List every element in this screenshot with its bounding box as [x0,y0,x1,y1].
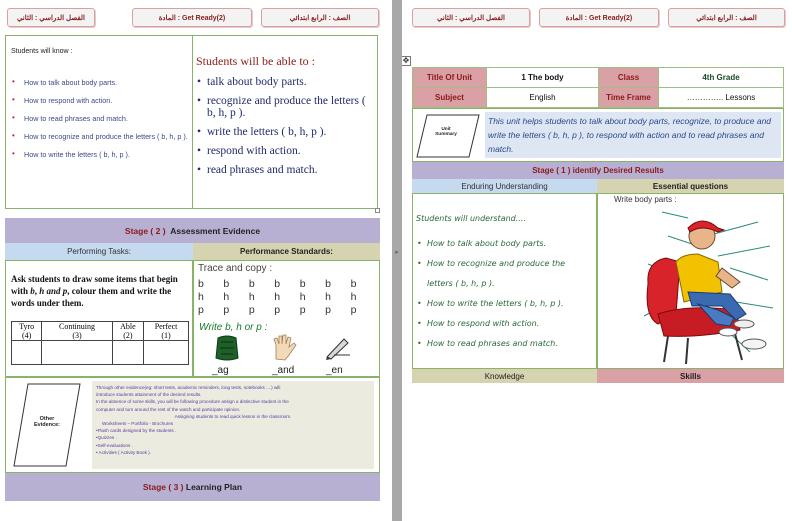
list-item: • How to respond with action. [417,319,540,328]
grade-badge [261,8,379,27]
stage3-num: Stage ( 3 ) [142,482,184,492]
grade-text: الصف : الرابع ابتدائي [289,14,351,22]
trace-title: Trace and copy : [198,263,273,274]
class-value: 4th Grade [659,68,784,88]
grade-badge [668,8,785,27]
unit-summary-label: Unit Summary [435,127,457,137]
write-body-parts-title: Write body parts : [614,195,677,204]
list-item: • recognize and produce the letters ( b, h, p ). [197,95,366,119]
term-badge [412,8,530,27]
move-handle-icon[interactable]: ✥ [402,56,410,65]
info-row [413,88,784,108]
term-badge [7,8,95,27]
trace-grid: b b b b b b b h h h h h h h p p p p p p p [198,278,357,316]
list-item: • How to read phrases and match. [417,339,558,348]
understand-title: Students will understand.... [416,214,526,223]
list-item: • How to read phrases and match. [12,113,128,123]
class-label: Class [599,68,659,88]
title-of-unit-label: Title Of Unit [413,68,487,88]
rubric-table [11,321,189,365]
essential-header: Essential questions [597,179,784,193]
objectives-divider [192,36,193,208]
grade-text: الصف : الرابع ابتدائي [696,14,757,22]
list-item: • talk about body parts. [197,76,307,88]
other-evidence-label: Other Evidence: [34,416,60,428]
divider-handle-icon: ▸ [395,249,399,256]
other-evidence-box [5,377,380,473]
list-item: • How to recognize and produce the letters ( b, h, p ). [12,131,188,141]
skills-header: Skills [597,369,784,383]
subject-text: المادة : Get Ready(2) [158,14,226,22]
task-cell [5,260,193,377]
list-item: • read phrases and match. [197,164,318,176]
term-text: الفصل الدراسي : الثاني [16,14,86,22]
resize-handle[interactable] [375,208,380,213]
pen-icon [324,335,352,361]
write-title: Write b, h or p : [199,322,268,333]
objectives-box [5,35,378,209]
list-item: • write the letters ( b, h, p ). [197,126,327,138]
stage1-bar: Stage ( 1 ) identify Desired Results [412,162,784,179]
term-text: الفصل الدراسي : الثاني [436,14,506,22]
stage3-title: Learning Plan [185,482,243,492]
left-page [0,0,392,521]
stage2-bar [5,218,380,243]
stage2-title: Assessment Evidence [170,225,261,236]
body-parts-cell [597,193,784,369]
rubric-col: Able (2) [112,322,143,341]
list-item: • How to respond with action. [12,95,113,105]
know-list [12,78,188,168]
performance-standards-header: Performance Standards: [193,243,380,260]
subject-text: المادة : Get Ready(2) [565,14,633,22]
know-title: Students will know : [11,48,73,55]
title-of-unit-value: 1 The body [487,68,599,88]
able-list [197,76,375,183]
time-frame-value: ………….. Lessons [659,88,784,108]
rubric-header-row [12,322,189,341]
unit-summary-box [412,108,784,162]
blank-en: _en [326,365,343,376]
rubric-col: Tyro (4) [12,322,42,341]
enduring-header: Enduring Understanding [412,179,597,193]
list-item: • How to write the letters ( b, h, p ). [12,149,130,159]
time-frame-label: Time Frame [599,88,659,108]
unit-info-table [412,67,784,108]
list-item: • How to talk about body parts. [417,239,547,248]
task-text: Ask students to draw some items that begin with b, h and p, colour them and write the words under them. [11,274,178,308]
info-row [413,68,784,88]
hand-icon [270,333,298,361]
rubric-empty-row [12,341,189,365]
right-page [402,0,792,521]
other-evidence-text: Through other evidence(eg: short tests, academic reminders, long tests, notebooks ....) will introduce students attainment of the desired results. In the absence of some skills, you will be following procedure assign a distinctive student in the computer and turn around the rest of the watch and participate opinion. Assigning students to read quick lesson in the classroom. Worksheets – Portfolio - Brochures •Flash cards designed by the students . •Quizzes . •Self-evaluations . • Activities ( Activity Book ). [92,381,374,469]
subject-value: English [487,88,599,108]
page-divider [392,0,402,521]
list-item: • respond with action. [197,145,301,157]
blank-ag: _ag [212,365,229,376]
boy-in-chair-illustration [618,206,780,366]
bag-icon [212,334,242,362]
stage3-bar [5,473,380,501]
understand-list [417,234,593,354]
blank-and: _and [272,365,295,376]
knowledge-header: Knowledge [412,369,597,383]
stage2-num: Stage ( 2 ) [124,225,166,236]
rubric-col: Perfect (1) [144,322,189,341]
list-item: • How to recognize and produce the letters ( b, h, p ). [417,259,566,288]
list-item: • How to talk about body parts. [12,77,118,87]
understand-cell [412,193,597,369]
performing-tasks-header: Performing Tasks: [5,243,193,260]
list-item: • How to write the letters ( b, h, p ). [417,299,564,308]
unit-summary-text: This unit helps students to talk about body parts, recognize, to produce and write the letters ( b, h, p ), to respond with action and to read phrases and match. [485,112,781,158]
subject-badge [539,8,659,27]
standards-cell [193,260,380,377]
subject-label: Subject [413,88,487,108]
rubric-col: Continuing (3) [42,322,112,341]
subject-badge [132,8,252,27]
able-title: Students will be able to : [196,54,315,68]
